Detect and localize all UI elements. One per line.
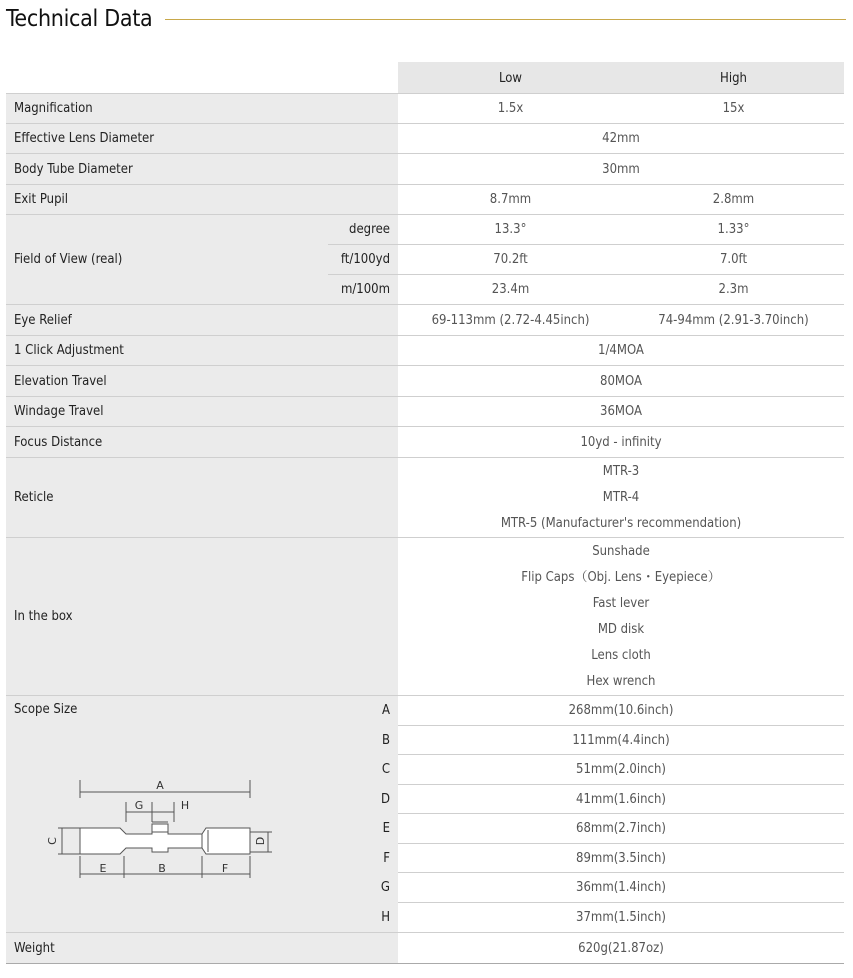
row-label-magnification: Magnification xyxy=(6,94,398,123)
scope-value-d: 41mm(1.6inch) xyxy=(398,785,844,814)
row-divider xyxy=(6,153,844,154)
row-divider xyxy=(398,843,844,844)
fov-degree-high: 1.33° xyxy=(623,215,844,244)
box-item: Lens cloth xyxy=(591,647,651,663)
scope-size-label: Scope Size xyxy=(14,702,78,717)
scope-key-c: C xyxy=(381,762,390,777)
row-divider xyxy=(6,457,844,458)
box-item: Sunshade xyxy=(592,543,650,559)
fov-unit-ft: ft/100yd xyxy=(328,245,398,274)
scope-dimension-diagram xyxy=(40,776,280,880)
diagram-label-h: H xyxy=(180,799,190,812)
row-label-in-the-box: In the box xyxy=(6,538,398,695)
row-label-field-of-view: Field of View (real) xyxy=(6,215,328,304)
row-divider xyxy=(6,932,844,933)
row-label-tube-diameter: Body Tube Diameter xyxy=(6,154,398,184)
diagram-label-a: A xyxy=(156,779,164,792)
scope-value-f: 89mm(3.5inch) xyxy=(398,844,844,873)
reticle-item: MTR-3 xyxy=(602,463,640,479)
row-divider xyxy=(6,365,844,366)
fov-ft-high: 7.0ft xyxy=(623,245,844,274)
column-header-high: High xyxy=(623,62,844,94)
row-divider xyxy=(6,184,844,185)
scope-value-g: 36mm(1.4inch) xyxy=(398,873,844,902)
weight-value: 620g(21.87oz) xyxy=(398,933,844,963)
scope-value-b: 111mm(4.4inch) xyxy=(398,726,844,755)
diagram-label-b: B xyxy=(158,862,166,875)
scope-key-e: E xyxy=(382,821,390,836)
diagram-label-f: F xyxy=(221,862,229,875)
row-divider xyxy=(6,214,844,215)
tube-diameter-value: 30mm xyxy=(398,154,844,184)
scope-key-g: G xyxy=(380,880,390,895)
row-label-exit-pupil: Exit Pupil xyxy=(6,185,398,214)
row-divider xyxy=(398,784,844,785)
row-label-lens-diameter: Effective Lens Diameter xyxy=(6,124,398,153)
click-value: 1/4MOA xyxy=(398,336,844,365)
box-item: MD disk xyxy=(597,621,645,637)
table-bottom-border xyxy=(6,963,844,964)
row-label-focus: Focus Distance xyxy=(6,427,398,457)
fov-m-low: 23.4m xyxy=(398,275,623,304)
eye-relief-high: 74-94mm (2.91-3.70inch) xyxy=(623,305,844,335)
scope-value-h: 37mm(1.5inch) xyxy=(398,903,844,932)
box-item: Fast lever xyxy=(592,595,650,611)
row-label-weight: Weight xyxy=(6,933,398,963)
windage-value: 36MOA xyxy=(398,397,844,426)
row-divider xyxy=(6,695,844,696)
scope-key-a: A xyxy=(382,703,390,718)
scope-key-f: F xyxy=(383,851,390,866)
section-header xyxy=(6,4,846,38)
row-divider xyxy=(398,725,844,726)
scope-value-c: 51mm(2.0inch) xyxy=(398,755,844,784)
diagram-label-g: G xyxy=(134,799,144,812)
row-divider xyxy=(6,537,844,538)
exit-pupil-high: 2.8mm xyxy=(623,185,844,214)
scope-key-b: B xyxy=(381,733,390,748)
diagram-label-e: E xyxy=(99,862,107,875)
reticle-item: MTR-4 xyxy=(602,489,640,505)
reticle-list xyxy=(398,458,844,537)
row-divider xyxy=(6,93,844,94)
diagram-label-d: D xyxy=(254,836,267,846)
row-divider xyxy=(398,902,844,903)
scope-value-a: 268mm(10.6inch) xyxy=(398,696,844,725)
focus-value: 10yd - infinity xyxy=(398,427,844,457)
box-item: Hex wrench xyxy=(586,673,656,689)
diagram-label-c: C xyxy=(46,837,59,845)
fov-unit-degree: degree xyxy=(328,215,398,244)
page-title: Technical Data xyxy=(6,6,153,32)
box-contents-list xyxy=(398,538,844,695)
title-rule xyxy=(165,19,846,20)
scope-value-e: 68mm(2.7inch) xyxy=(398,814,844,843)
row-label-windage: Windage Travel xyxy=(6,397,398,426)
row-divider xyxy=(398,872,844,873)
fov-unit-m: m/100m xyxy=(328,275,398,304)
column-header-low: Low xyxy=(398,62,623,94)
magnification-high: 15x xyxy=(623,94,844,123)
row-label-click: 1 Click Adjustment xyxy=(6,336,398,365)
row-label-elevation: Elevation Travel xyxy=(6,366,398,396)
fov-degree-low: 13.3° xyxy=(398,215,623,244)
row-divider xyxy=(6,123,844,124)
row-divider xyxy=(6,396,844,397)
scope-key-d: D xyxy=(380,792,390,807)
row-divider xyxy=(328,274,844,275)
fov-ft-low: 70.2ft xyxy=(398,245,623,274)
magnification-low: 1.5x xyxy=(398,94,623,123)
row-divider xyxy=(6,335,844,336)
lens-diameter-value: 42mm xyxy=(398,124,844,153)
row-divider xyxy=(6,426,844,427)
row-divider xyxy=(398,754,844,755)
fov-m-high: 2.3m xyxy=(623,275,844,304)
box-item: Flip Caps（Obj. Lens・Eyepiece） xyxy=(521,569,721,585)
reticle-item: MTR-5 (Manufacturer's recommendation) xyxy=(500,515,742,531)
scope-key-h: H xyxy=(381,910,390,925)
row-divider xyxy=(6,304,844,305)
exit-pupil-low: 8.7mm xyxy=(398,185,623,214)
elevation-value: 80MOA xyxy=(398,366,844,396)
eye-relief-low: 69-113mm (2.72-4.45inch) xyxy=(398,305,623,335)
row-divider xyxy=(398,813,844,814)
row-divider xyxy=(328,244,844,245)
row-label-reticle: Reticle xyxy=(6,458,398,537)
row-label-eye-relief: Eye Relief xyxy=(6,305,398,335)
